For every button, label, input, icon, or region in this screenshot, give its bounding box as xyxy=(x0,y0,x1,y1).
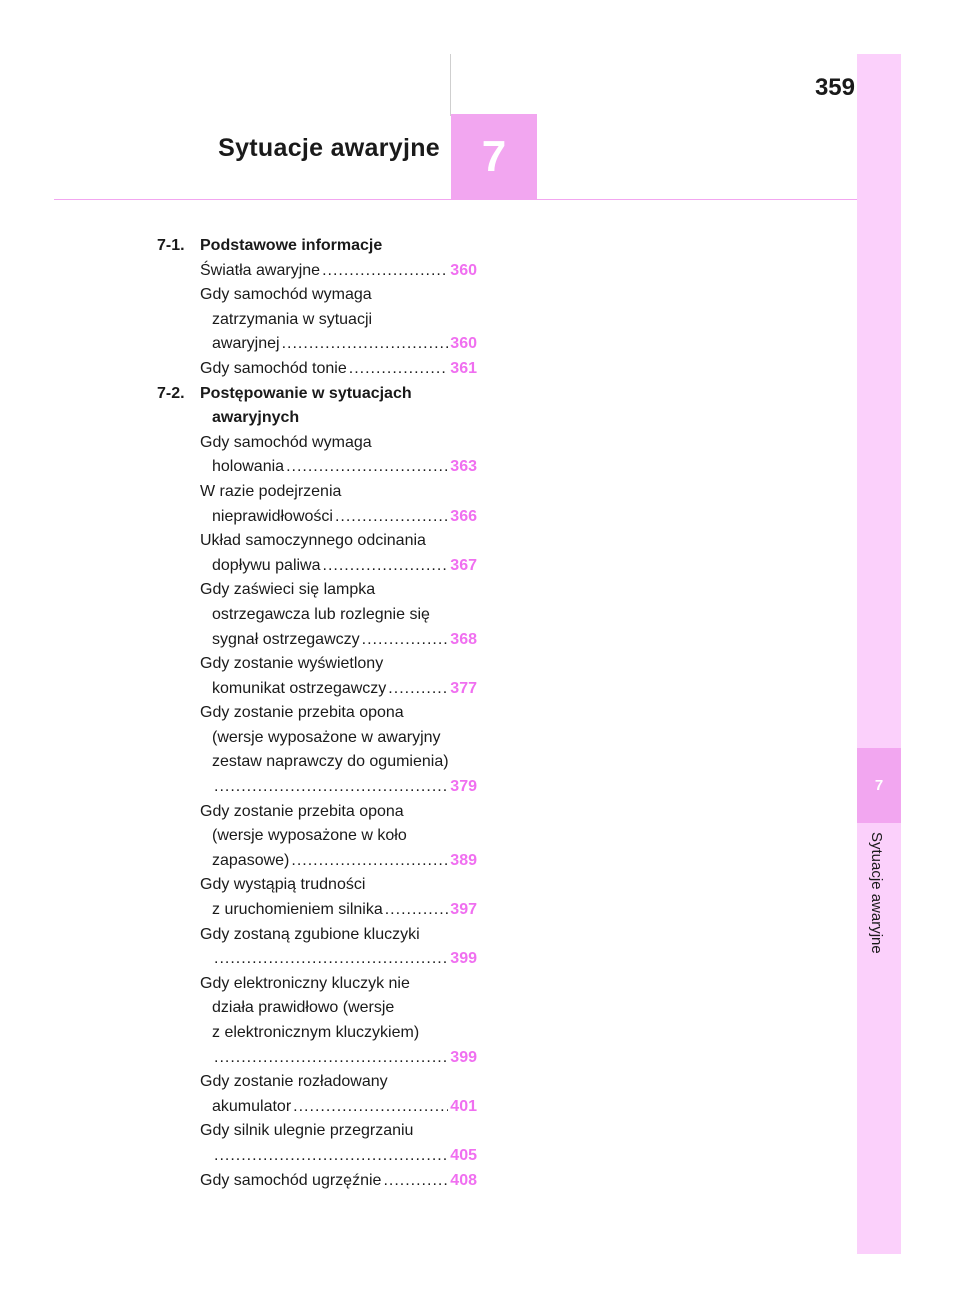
toc-entry-text: Gdy zostanie rozładowany xyxy=(200,1073,388,1091)
toc-leader-dots xyxy=(322,259,448,284)
header-rule xyxy=(54,199,857,200)
toc-page-number: 389 xyxy=(450,851,477,869)
toc-entry-text: sygnał ostrzegawczy xyxy=(212,630,360,648)
toc-page-number: 408 xyxy=(450,1171,477,1189)
toc-section-row xyxy=(157,234,477,259)
toc-leader-dots xyxy=(323,554,449,579)
chapter-number-box: 7 xyxy=(451,114,537,200)
toc-section-title: awaryjnych xyxy=(212,409,300,427)
toc-leader-dots xyxy=(286,455,448,480)
toc-entry xyxy=(200,873,477,898)
toc-entry-row xyxy=(157,775,477,800)
toc-leader-dots xyxy=(385,898,449,923)
toc-entry-text: Gdy silnik ulegnie przegrzaniu xyxy=(200,1122,414,1140)
toc-entry xyxy=(200,972,477,997)
toc-entry-text: Światła awaryjne xyxy=(200,261,321,279)
toc-entry-text: Gdy samochód tonie xyxy=(200,359,347,377)
toc-entry-row xyxy=(157,1046,477,1071)
toc-entry-row xyxy=(157,554,477,579)
toc-leader-dots xyxy=(214,775,448,800)
toc-entry-text: Gdy samochód wymaga xyxy=(200,433,372,451)
toc-entry-row xyxy=(157,1021,477,1046)
toc-entry-row xyxy=(157,1169,477,1194)
toc-entry-row xyxy=(157,578,477,603)
toc-entry-link[interactable] xyxy=(200,259,477,284)
toc-leader-dots xyxy=(362,628,449,653)
toc-entry-row xyxy=(157,726,477,751)
toc-entry-row xyxy=(157,308,477,333)
toc-entry-link[interactable] xyxy=(212,898,477,923)
toc-entry-text: Gdy zostanie przebita opona xyxy=(200,802,404,820)
toc-entry-link[interactable] xyxy=(212,677,477,702)
toc-entry-text: zapasowe) xyxy=(212,851,290,869)
toc-entry-row xyxy=(157,480,477,505)
toc-section-number: 7-1. xyxy=(157,237,185,254)
toc-entry-link[interactable] xyxy=(200,1169,477,1194)
toc-page-number: 401 xyxy=(450,1097,477,1115)
toc-entry-row xyxy=(157,750,477,775)
toc-entry-text: Układ samoczynnego odcinania xyxy=(200,532,426,550)
toc-entry xyxy=(200,529,477,554)
toc-entry xyxy=(200,800,477,825)
toc-entry-row xyxy=(157,947,477,972)
toc-entry xyxy=(212,308,477,333)
toc-entry-text: Gdy samochód wymaga xyxy=(200,286,372,304)
toc-page-number: 367 xyxy=(450,556,477,574)
toc-entry-text: zatrzymania w sytuacji xyxy=(212,310,373,328)
toc-entry xyxy=(200,283,477,308)
toc-entry-row xyxy=(157,996,477,1021)
toc-page-number: 360 xyxy=(450,335,477,353)
toc-page-number: 363 xyxy=(450,458,477,476)
toc-entry-text: holowania xyxy=(212,458,285,476)
toc-entry-text: W razie podejrzenia xyxy=(200,482,342,500)
toc-entry-row xyxy=(157,628,477,653)
toc-entry xyxy=(200,480,477,505)
toc-page-number: 368 xyxy=(450,630,477,648)
toc-entry xyxy=(212,1021,477,1046)
toc-page-number: 366 xyxy=(450,507,477,525)
toc-entry-link[interactable] xyxy=(212,1144,477,1169)
page-number: 359 xyxy=(814,74,855,101)
toc-leader-dots xyxy=(383,1169,448,1194)
toc-page-number: 399 xyxy=(450,950,477,968)
toc-entry-text: działa prawidłowo (wersje xyxy=(212,999,395,1017)
toc-entry-text: Gdy samochód ugrzęźnie xyxy=(200,1171,382,1189)
toc-entry-link[interactable] xyxy=(212,1095,477,1120)
toc-entry-link[interactable] xyxy=(212,455,477,480)
toc-entry xyxy=(200,1070,477,1095)
toc-entry-text: komunikat ostrzegawczy xyxy=(212,679,387,697)
toc-entry-link[interactable] xyxy=(200,357,477,382)
toc-entry xyxy=(212,996,477,1021)
toc-entry-text: Gdy zostaną zgubione kluczyki xyxy=(200,925,420,943)
side-tab-chapter-number: 7 xyxy=(857,748,901,823)
toc-entry xyxy=(200,701,477,726)
toc-entry-row xyxy=(157,701,477,726)
toc-entry-text: akumulator xyxy=(212,1097,292,1115)
toc-entry-row xyxy=(157,1070,477,1095)
chapter-title: Sytuacje awaryjne xyxy=(218,134,440,162)
toc-entry-text: Gdy elektroniczny kluczyk nie xyxy=(200,974,410,992)
toc-entry-link[interactable] xyxy=(212,332,477,357)
toc-page-number: 379 xyxy=(450,778,477,796)
toc-entry-link[interactable] xyxy=(212,775,477,800)
toc-entry xyxy=(200,431,477,456)
toc-entry-text: (wersje wyposażone w koło xyxy=(212,827,407,845)
toc-entry xyxy=(212,726,477,751)
toc-leader-dots xyxy=(293,1095,448,1120)
toc-page-number: 405 xyxy=(450,1146,477,1164)
toc-entry-link[interactable] xyxy=(212,628,477,653)
toc-entry xyxy=(200,652,477,677)
toc-section-number: 7-2. xyxy=(157,384,185,402)
toc-entry-row xyxy=(157,923,477,948)
side-tab xyxy=(857,54,901,1254)
toc-leader-dots xyxy=(335,505,448,530)
toc-entry-row xyxy=(157,603,477,628)
toc-entry xyxy=(200,578,477,603)
toc-entry xyxy=(200,1119,477,1144)
toc-entry-row xyxy=(157,283,477,308)
toc-entry-row xyxy=(157,529,477,554)
toc-entry-link[interactable] xyxy=(212,947,477,972)
toc-entry xyxy=(200,923,477,948)
table-of-contents xyxy=(157,234,477,1193)
toc-entry-row xyxy=(157,1119,477,1144)
side-tab-chapter-label: Sytuacje awaryjne xyxy=(868,832,885,954)
toc-entry-text: (wersje wyposażone w awaryjny xyxy=(212,728,441,746)
toc-leader-dots xyxy=(349,357,449,382)
toc-entry-text: nieprawidłowości xyxy=(212,507,333,525)
toc-entry-text: dopływu paliwa xyxy=(212,556,321,574)
toc-entry xyxy=(212,824,477,849)
toc-entry-link[interactable] xyxy=(212,849,477,874)
toc-leader-dots xyxy=(214,947,448,972)
toc-leader-dots xyxy=(214,1144,448,1169)
toc-entry-text: z uruchomieniem silnika xyxy=(212,901,383,919)
toc-leader-dots xyxy=(282,332,449,357)
toc-entry-text: awaryjnej xyxy=(212,335,280,353)
toc-section-title: Postępowanie w sytuacjach xyxy=(200,384,412,402)
toc-leader-dots xyxy=(214,1046,448,1071)
toc-section-row xyxy=(157,406,477,431)
toc-entry-row xyxy=(157,1144,477,1169)
toc-page-number: 360 xyxy=(450,261,477,279)
toc-entry-row xyxy=(157,431,477,456)
toc-entry-link[interactable] xyxy=(212,505,477,530)
toc-entry-text: Gdy zostanie przebita opona xyxy=(200,704,404,722)
toc-entry-text: Gdy wystąpią trudności xyxy=(200,876,366,894)
toc-page-number: 397 xyxy=(450,901,477,919)
toc-entry-text: Gdy zostanie wyświetlony xyxy=(200,655,384,673)
toc-entry-text: z elektronicznym kluczykiem) xyxy=(212,1024,420,1041)
toc-entry-row xyxy=(157,873,477,898)
toc-entry-text: zestaw naprawczy do ogumienia) xyxy=(212,753,449,771)
toc-section-title: Podstawowe informacje xyxy=(200,237,383,254)
toc-entry-text: Gdy zaświeci się lampka xyxy=(200,581,376,599)
toc-leader-dots xyxy=(388,677,448,702)
toc-entry-row xyxy=(157,824,477,849)
toc-entry-row xyxy=(157,800,477,825)
toc-entry-row xyxy=(157,259,477,284)
toc-section-row xyxy=(157,382,477,407)
toc-entry-row xyxy=(157,332,477,357)
toc-entry-text: ostrzegawcza lub rozlegnie się xyxy=(212,605,430,623)
toc-leader-dots xyxy=(291,849,448,874)
toc-entry xyxy=(212,603,477,628)
toc-entry-row xyxy=(157,505,477,530)
toc-entry-row xyxy=(157,849,477,874)
toc-entry xyxy=(212,750,477,775)
toc-entry-row xyxy=(157,972,477,997)
toc-page-number: 377 xyxy=(450,679,477,697)
toc-page-number: 361 xyxy=(450,359,477,377)
header-divider xyxy=(450,54,451,116)
toc-entry-row xyxy=(157,357,477,382)
toc-entry-row xyxy=(157,1095,477,1120)
toc-entry-row xyxy=(157,677,477,702)
toc-entry-row xyxy=(157,455,477,480)
toc-page-number: 399 xyxy=(450,1048,477,1066)
toc-entry-link[interactable] xyxy=(212,554,477,579)
toc-entry-row xyxy=(157,898,477,923)
toc-entry-link[interactable] xyxy=(212,1046,477,1071)
toc-entry-row xyxy=(157,652,477,677)
